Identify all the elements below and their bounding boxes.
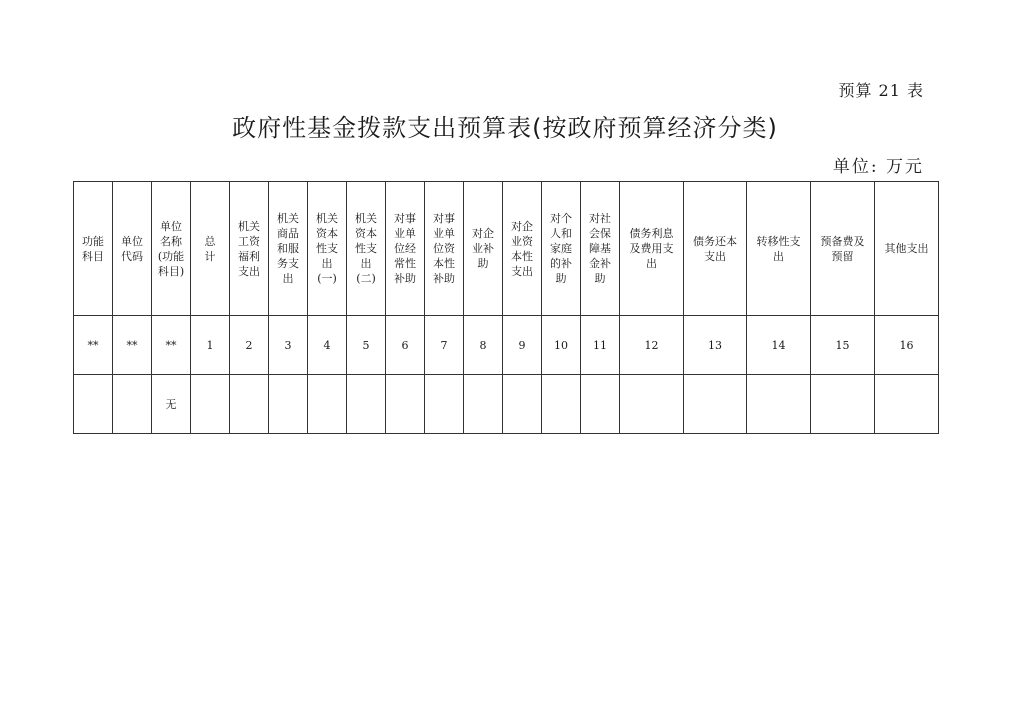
index-cell: 12 bbox=[620, 316, 684, 375]
index-cell: 6 bbox=[386, 316, 425, 375]
index-cell: 9 bbox=[503, 316, 542, 375]
header-cell: 总 计 bbox=[191, 182, 230, 316]
data-cell bbox=[269, 375, 308, 434]
index-cell: 3 bbox=[269, 316, 308, 375]
header-cell: 机关 工资 福利 支出 bbox=[230, 182, 269, 316]
data-cell bbox=[811, 375, 875, 434]
index-cell: 8 bbox=[464, 316, 503, 375]
data-cell bbox=[747, 375, 811, 434]
data-cell bbox=[113, 375, 152, 434]
index-cell: 15 bbox=[811, 316, 875, 375]
header-cell: 对事 业单 位经 常性 补助 bbox=[386, 182, 425, 316]
page-title: 政府性基金拨款支出预算表(按政府预算经济分类) bbox=[232, 114, 778, 142]
index-cell: 5 bbox=[347, 316, 386, 375]
data-cell bbox=[191, 375, 230, 434]
header-cell: 对事 业单 位资 本性 补助 bbox=[425, 182, 464, 316]
header-cell: 单位 名称 (功能 科目) bbox=[152, 182, 191, 316]
data-cell bbox=[347, 375, 386, 434]
header-row bbox=[74, 182, 939, 316]
header-cell: 单位 代码 bbox=[113, 182, 152, 316]
data-cell bbox=[308, 375, 347, 434]
header-cell: 转移性支 出 bbox=[747, 182, 811, 316]
data-cell bbox=[74, 375, 113, 434]
data-cell bbox=[503, 375, 542, 434]
table-row bbox=[74, 375, 939, 434]
index-cell: 13 bbox=[684, 316, 747, 375]
header-cell: 功能 科目 bbox=[74, 182, 113, 316]
index-cell: 14 bbox=[747, 316, 811, 375]
index-cell: ** bbox=[74, 316, 113, 375]
header-cell: 对个 人和 家庭 的补 助 bbox=[542, 182, 581, 316]
index-cell: 4 bbox=[308, 316, 347, 375]
header-cell: 机关 资本 性支 出 (一) bbox=[308, 182, 347, 316]
header-cell: 债务利息 及费用支 出 bbox=[620, 182, 684, 316]
header-cell: 对企 业补 助 bbox=[464, 182, 503, 316]
data-cell bbox=[542, 375, 581, 434]
header-cell: 债务还本 支出 bbox=[684, 182, 747, 316]
header-cell: 机关 资本 性支 出 (二) bbox=[347, 182, 386, 316]
unit-label: 单位: 万元 bbox=[832, 157, 924, 177]
index-cell: 2 bbox=[230, 316, 269, 375]
index-row bbox=[74, 316, 939, 375]
header-cell: 对社 会保 障基 金补 助 bbox=[581, 182, 620, 316]
index-cell: ** bbox=[152, 316, 191, 375]
index-cell: 11 bbox=[581, 316, 620, 375]
index-cell: 7 bbox=[425, 316, 464, 375]
data-cell bbox=[581, 375, 620, 434]
index-cell: ** bbox=[113, 316, 152, 375]
budget-table bbox=[73, 181, 939, 434]
index-cell: 10 bbox=[542, 316, 581, 375]
data-cell bbox=[425, 375, 464, 434]
header-cell: 预备费及 预留 bbox=[811, 182, 875, 316]
data-cell bbox=[875, 375, 939, 434]
data-cell bbox=[684, 375, 747, 434]
data-cell bbox=[620, 375, 684, 434]
data-cell bbox=[386, 375, 425, 434]
form-number: 预算 21 表 bbox=[838, 81, 924, 100]
header-cell: 其他支出 bbox=[875, 182, 939, 316]
index-cell: 1 bbox=[191, 316, 230, 375]
index-cell: 16 bbox=[875, 316, 939, 375]
data-cell: 无 bbox=[152, 375, 191, 434]
data-cell bbox=[464, 375, 503, 434]
data-cell bbox=[230, 375, 269, 434]
header-cell: 机关 商品 和服 务支 出 bbox=[269, 182, 308, 316]
header-cell: 对企 业资 本性 支出 bbox=[503, 182, 542, 316]
